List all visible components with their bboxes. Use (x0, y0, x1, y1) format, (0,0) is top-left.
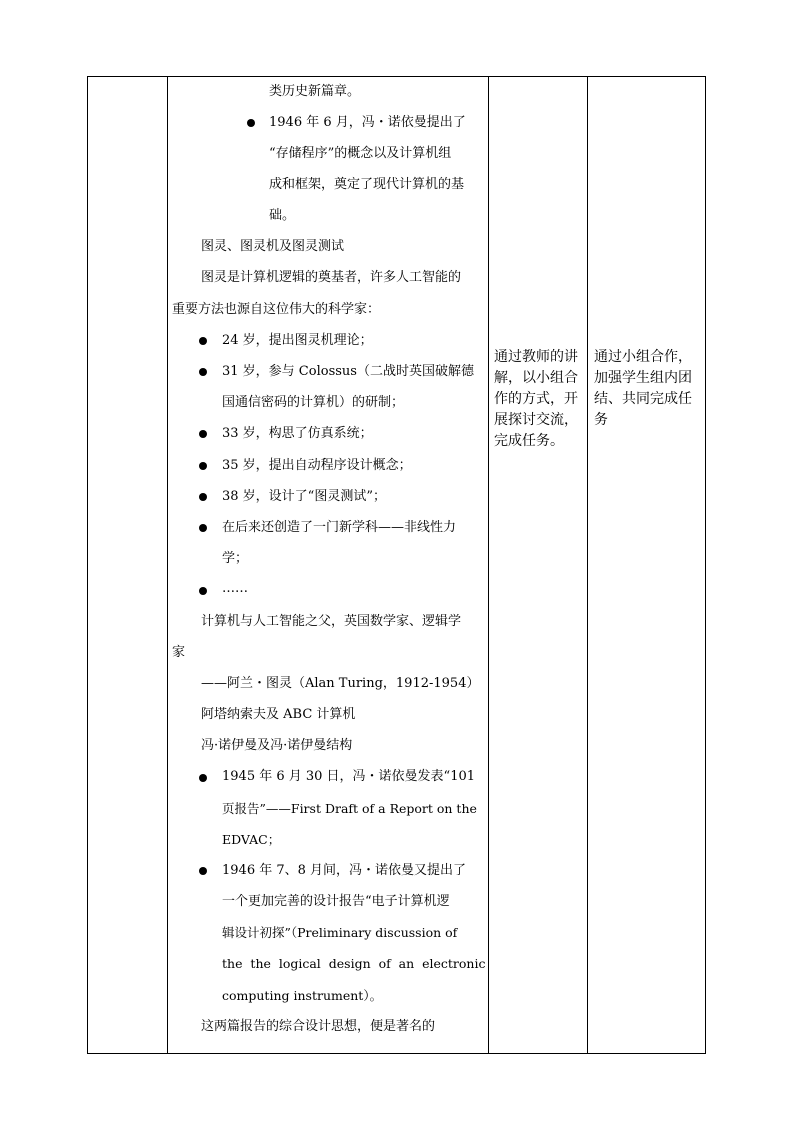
text-line: 31 岁，参与 Colossus（二战时英国破解德 (222, 364, 474, 379)
text-line: 页报告”——First Draft of a Report on the (222, 801, 477, 816)
bullet-icon (247, 119, 255, 127)
text-line: “存储程序”的概念以及计算机组 (269, 146, 452, 161)
bullet-icon (199, 524, 207, 532)
text-line: 这两篇报告的综合设计思想，便是著名的 (201, 1019, 436, 1034)
bullet-icon (199, 774, 207, 782)
text-line: computing instrument）。 (222, 988, 383, 1003)
text-line: 家 (172, 645, 186, 660)
text-line: ——阿兰・图灵（Alan Turing，1912-1954） (201, 676, 480, 691)
text-line: the the logical design of an electronic (222, 956, 486, 971)
text-line: 成和框架，奠定了现代计算机的基 (269, 177, 465, 192)
section-heading: 冯·诺伊曼及冯·诺伊曼结构 (201, 738, 353, 753)
text-line: 学； (222, 551, 249, 566)
cell-line: 结、共同完成任 (594, 391, 692, 407)
text-line: 国通信密码的计算机）的研制； (222, 395, 405, 410)
text-line: 辑设计初探”（Preliminary discussion of (222, 925, 458, 940)
cell-line: 作的方式，开 (494, 391, 578, 407)
text-line: 础。 (269, 208, 296, 223)
cell-line: 解，以小组合 (494, 370, 578, 386)
text-line: 35 岁，提出自动程序设计概念； (222, 458, 412, 473)
text-line: …… (222, 581, 248, 596)
text-line: 38 岁，设计了“图灵测试”； (222, 489, 386, 504)
cell-line: 务 (594, 412, 608, 428)
text-line: 1946 年 7、8 月间，冯・诺依曼又提出了 (222, 863, 467, 878)
bullet-icon (199, 430, 207, 438)
text-line: 一个更加完善的设计报告“电子计算机逻 (222, 894, 450, 909)
text-line: 计算机与人工智能之父，英国数学家、逻辑学 (201, 614, 462, 629)
text-line: 重要方法也源自这位伟大的科学家： (172, 302, 381, 317)
section-heading: 图灵、图灵机及图灵测试 (201, 239, 345, 254)
text-line: 图灵是计算机逻辑的奠基者，许多人工智能的 (201, 270, 462, 285)
bullet-icon (199, 587, 207, 595)
column-divider (488, 76, 489, 1054)
section-heading: 阿塔纳索夫及 ABC 计算机 (201, 707, 356, 722)
bullet-icon (199, 867, 207, 875)
text-line: EDVAC； (222, 832, 281, 847)
text-line: 1945 年 6 月 30 日，冯・诺依曼发表“101 (222, 769, 476, 784)
bullet-icon (199, 337, 207, 345)
bullet-icon (199, 493, 207, 501)
cell-line: 完成任务。 (494, 433, 564, 449)
cell-line: 展探讨交流， (494, 412, 578, 428)
text-line: 33 岁，构思了仿真系统； (222, 426, 373, 441)
text-line: 24 岁，提出图灵机理论； (222, 333, 373, 348)
cell-line: 通过小组合作， (594, 349, 692, 365)
cell-line: 加强学生组内团 (594, 370, 692, 386)
column-divider (167, 76, 168, 1054)
cell-line: 通过教师的讲 (494, 349, 578, 365)
text-line: 1946 年 6 月，冯・诺依曼提出了 (269, 115, 466, 130)
text-line: 在后来还创造了一门新学科——非线性力 (222, 520, 457, 535)
text-line: 类历史新篇章。 (269, 84, 361, 99)
bullet-icon (199, 368, 207, 376)
bullet-icon (199, 462, 207, 470)
column-divider (587, 76, 588, 1054)
